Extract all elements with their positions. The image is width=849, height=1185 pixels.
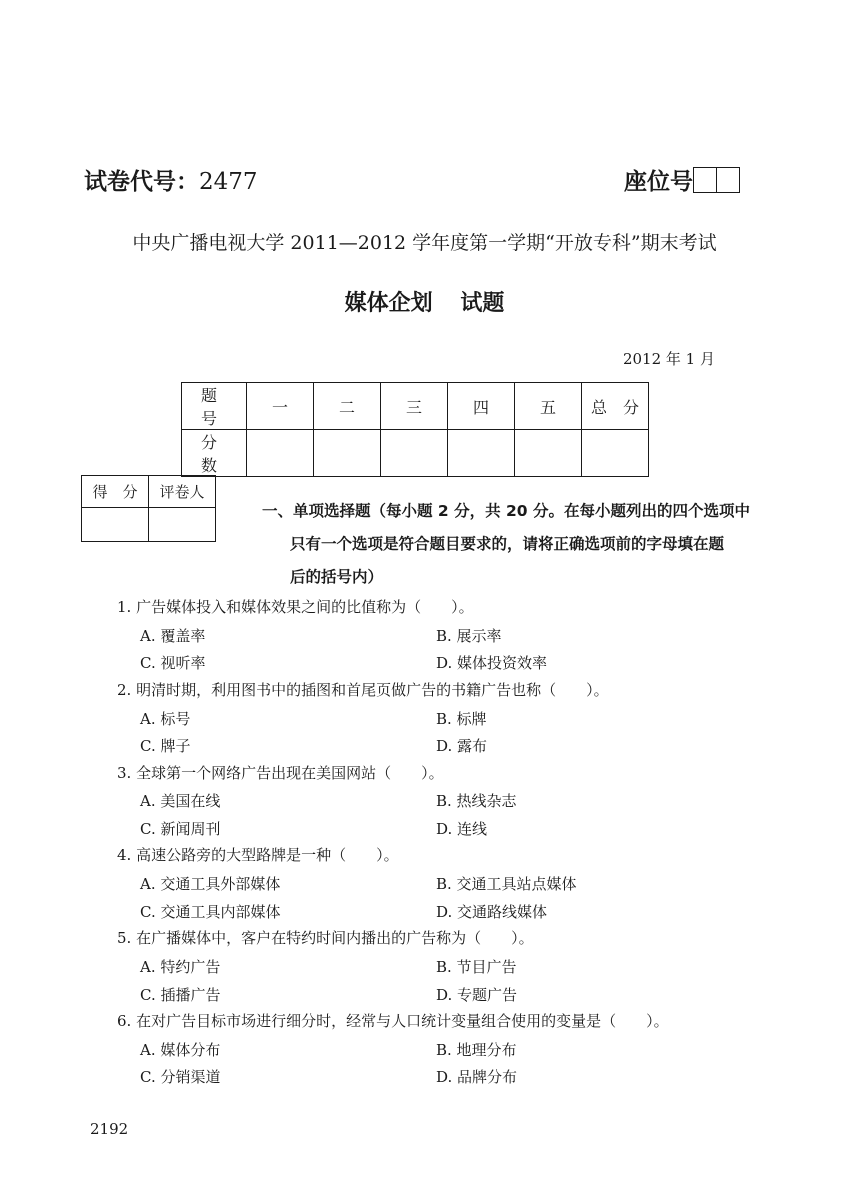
grader-name-header: 评卷人 xyxy=(149,476,216,508)
option-d: D. 品牌分布 xyxy=(436,1068,518,1087)
option-c: C. 新闻周刊 xyxy=(140,820,221,839)
option-a: A. 交通工具外部媒体 xyxy=(140,875,281,894)
option-a: A. 标号 xyxy=(140,709,191,728)
option-c: C. 牌子 xyxy=(140,737,191,756)
question-stem: 1. 广告媒体投入和媒体效果之间的比值称为（ ）。 xyxy=(117,598,474,616)
grader-score-header: 得 分 xyxy=(82,476,149,508)
option-d: D. 交通路线媒体 xyxy=(436,902,548,921)
option-d: D. 专题广告 xyxy=(436,985,518,1004)
option-a: A. 美国在线 xyxy=(140,792,221,811)
question-2 xyxy=(117,677,817,760)
question-list xyxy=(117,594,817,1091)
grader-name-cell[interactable] xyxy=(149,508,216,542)
grader-header-row xyxy=(82,476,216,508)
subject-title: 媒体企划 试题 xyxy=(344,291,505,316)
option-b: B. 地理分布 xyxy=(436,1040,517,1059)
score-header-1: 一 xyxy=(247,383,314,430)
score-table-score-row xyxy=(182,430,649,477)
question-5 xyxy=(117,925,817,1008)
grader-score-cell[interactable] xyxy=(82,508,149,542)
score-header-5: 五 xyxy=(515,383,582,430)
option-c: C. 视听率 xyxy=(140,654,206,673)
section-1-line-1: 一、单项选择题（每小题 2 分，共 20 分。在每小题列出的四个选项中 xyxy=(262,502,750,520)
exam-date: 2012 年 1 月 xyxy=(622,350,715,368)
section-1-line-3: 后的括号内） xyxy=(290,568,384,586)
question-stem: 3. 全球第一个网络广告出现在美国网站（ ）。 xyxy=(117,763,444,782)
page-number: 2192 xyxy=(90,1120,129,1138)
exam-title: 中央广播电视大学 2011—2012 学年度第一学期“开放专科”期末考试 xyxy=(132,232,717,254)
score-table-header-row xyxy=(182,383,649,430)
exam-code-text: 试卷代号： xyxy=(84,169,199,195)
grader-input-row xyxy=(82,508,216,542)
question-stem: 5. 在广播媒体中，客户在特约时间内播出的广告称为（ ）。 xyxy=(117,929,534,948)
question-stem: 2. 明清时期，利用图书中的插图和首尾页做广告的书籍广告也称（ ）。 xyxy=(117,680,609,699)
section-1-instructions xyxy=(262,495,762,594)
option-d: D. 媒体投资效率 xyxy=(436,654,548,673)
seat-number-field xyxy=(624,163,740,196)
option-b: B. 标牌 xyxy=(436,709,487,728)
score-header-4: 四 xyxy=(448,383,515,430)
score-cell-2[interactable] xyxy=(314,430,381,477)
score-cell-5[interactable] xyxy=(515,430,582,477)
option-a: A. 覆盖率 xyxy=(140,626,206,645)
option-c: C. 交通工具内部媒体 xyxy=(140,902,281,921)
score-cell-3[interactable] xyxy=(381,430,448,477)
option-a: A. 特约广告 xyxy=(140,958,221,977)
score-table xyxy=(181,382,649,477)
option-a: A. 媒体分布 xyxy=(140,1040,221,1059)
question-3 xyxy=(117,760,817,843)
option-b: B. 节目广告 xyxy=(436,958,517,977)
score-cell-4[interactable] xyxy=(448,430,515,477)
option-c: C. 插播广告 xyxy=(140,985,221,1004)
option-d: D. 露布 xyxy=(436,737,488,756)
option-d: D. 连线 xyxy=(436,820,488,839)
score-cell-total[interactable] xyxy=(582,430,649,477)
exam-code-label xyxy=(84,163,258,196)
seat-number-label: 座位号 xyxy=(624,169,693,195)
seat-box-1[interactable] xyxy=(693,167,717,193)
score-header-label: 题 号 xyxy=(182,383,247,430)
score-row-label: 分 数 xyxy=(182,430,247,477)
option-b: B. 交通工具站点媒体 xyxy=(436,875,577,894)
section-1-line-2: 只有一个选项是符合题目要求的，请将正确选项前的字母填在题 xyxy=(290,535,725,553)
question-4 xyxy=(117,842,817,925)
score-header-total: 总 分 xyxy=(582,383,649,430)
question-stem: 4. 高速公路旁的大型路牌是一种（ ）。 xyxy=(117,846,399,865)
option-b: B. 热线杂志 xyxy=(436,792,517,811)
option-c: C. 分销渠道 xyxy=(140,1068,221,1087)
score-cell-1[interactable] xyxy=(247,430,314,477)
question-stem: 6. 在对广告目标市场进行细分时，经常与人口统计变量组合使用的变量是（ ）。 xyxy=(117,1011,669,1030)
seat-box-2[interactable] xyxy=(717,167,740,193)
question-6 xyxy=(117,1008,817,1091)
score-header-2: 二 xyxy=(314,383,381,430)
grader-table xyxy=(81,475,216,542)
score-header-3: 三 xyxy=(381,383,448,430)
exam-code-number: 2477 xyxy=(199,169,258,195)
option-b: B. 展示率 xyxy=(436,626,502,645)
question-1 xyxy=(117,594,817,677)
